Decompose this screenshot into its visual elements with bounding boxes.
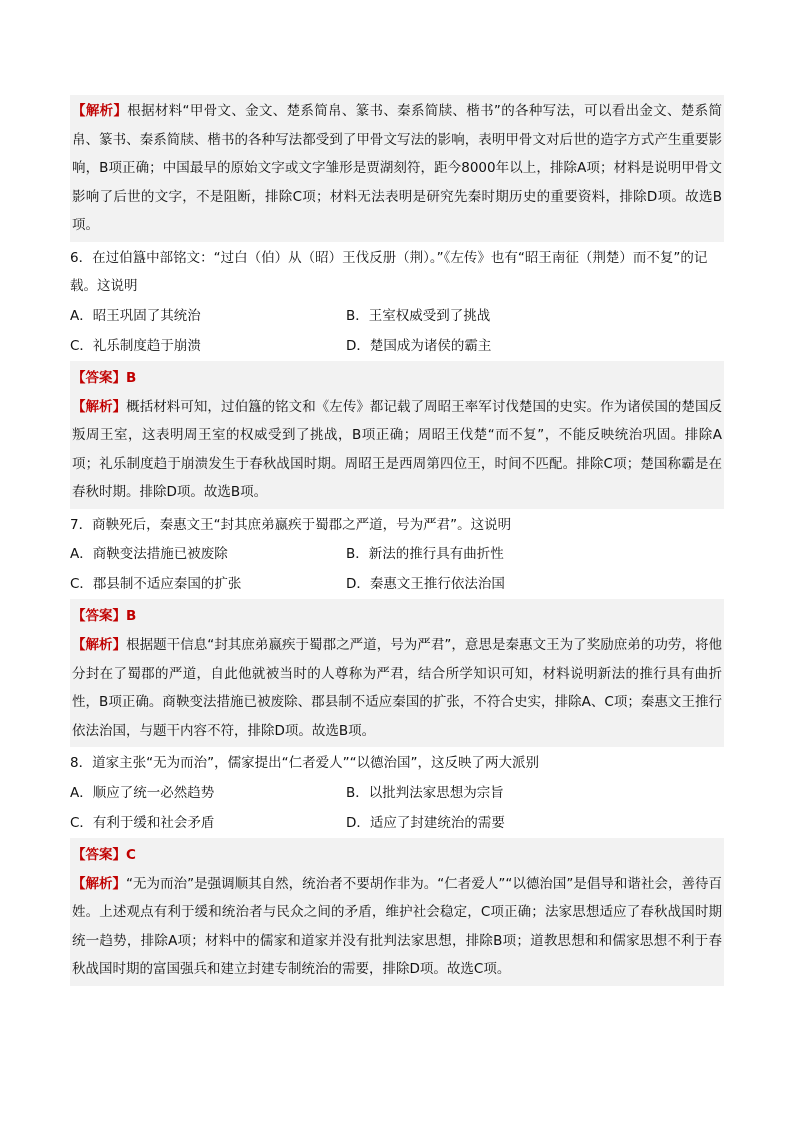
answer-block-8	[70, 838, 724, 986]
analysis-text: 根据题干信息“封其庶弟嬴疾于蜀郡之严道，号为严君”，意思是秦惠文王为了奖励庶弟的功劳，将他分封在了蜀郡的严道，自此他就被当时的人尊称为严君，结合所学知识可知，材料说明新法的推行具有曲折性，B项正确。商鞅变法措施已被废除、郡县制不适应秦国的扩张，不符合史实，排除A、C项；秦惠文王推行依法治国，与题干内容不符，排除D项。故选B项。	[72, 637, 722, 739]
analysis-paragraph	[72, 97, 722, 240]
answer-label: 【答案】	[72, 608, 126, 624]
option-d: D．秦惠文王推行依法治国	[346, 576, 505, 592]
analysis-paragraph	[72, 631, 722, 745]
option-c: C．礼乐制度趋于崩溃	[70, 337, 201, 354]
answer-label: 【答案】	[72, 846, 126, 863]
analysis-paragraph	[72, 870, 722, 984]
option-d: D．适应了封建统治的需要	[346, 814, 505, 831]
analysis-text: 概括材料可知，过伯簋的铭文和《左传》都记载了周昭王率军讨伐楚国的史实。作为诸侯国的楚国反叛周王室，这表明周王室的权威受到了挑战，B项正确；周昭王伐楚“而不复”，不能反映统治巩固。排除A项；礼乐制度趋于崩溃发生于春秋战国时期。周昭王是西周第四位王，时间不匹配。排除C项；楚国称霸是在春秋时期。排除D项。故选B项。	[72, 398, 723, 500]
answer-line	[72, 601, 722, 631]
option-c: C．郡县制不适应秦国的扩张	[70, 576, 242, 592]
answer-label: 【答案】	[72, 369, 126, 386]
option-a: A．顺应了统一必然趋势	[70, 784, 215, 801]
answer-line	[72, 363, 722, 393]
option-b: B．以批判法家思想为宗旨	[346, 784, 504, 801]
answer-line	[72, 840, 722, 870]
option-a: A．商鞅变法措施已被废除	[70, 546, 228, 562]
option-a: A．昭王巩固了其统治	[70, 307, 201, 324]
option-b: B．王室权威受到了挑战	[346, 307, 491, 324]
answer-block-6	[70, 361, 724, 509]
analysis-text: 根据材料“甲骨文、金文、楚系简帛、篆书、秦系简牍、楷书”的各种写法，可以看出金文、楚系简帛、篆书、秦系简牍、楷书的各种写法都受到了甲骨文写法的影响，表明甲骨文对后世的造字方式产生重要影响，B项正确；中国最早的原始文字或文字雏形是贾湖刻符，距今8000年以上，排除A项；材料是说明甲骨文影响了后世的文字，不是阻断，排除C项；材料无法表明是研究先秦时期历史的重要资料，排除D项。故选B项。	[72, 103, 722, 233]
option-b: B．新法的推行具有曲折性	[346, 546, 504, 562]
question-6-stem: 6．在过伯簋中部铭文：“过白（伯）从（昭）王伐反册（荆）。”《左传》也有“昭王南征（荆楚）而不复”的记载。这说明	[70, 249, 708, 294]
question-7-stem: 7．商鞅死后，秦惠文王“封其庶弟嬴疾于蜀郡之严道，号为严君”。这说明	[70, 516, 512, 533]
option-d: D．楚国成为诸侯的霸主	[346, 337, 492, 354]
answer-value: B	[126, 369, 137, 386]
question-7-options	[70, 539, 724, 599]
analysis-text: “无为而治”是强调顺其自然，统治者不要胡作非为。“仁者爱人”“以德治国”是倡导和谐社会，善待百姓。上述观点有利于缓和统治者与民众之间的矛盾，维护社会稳定，C项正确；法家思想适应了春秋战国时期统一趋势，排除A项；材料中的儒家和道家并没有批判法家思想，排除B项；道教思想和和儒家思想不利于春秋战国时期的富国强兵和建立封建专制统治的需要，排除D项。故选C项。	[72, 875, 722, 977]
analysis-label: 【解析】	[72, 398, 127, 415]
question-8-stem: 8．道家主张“无为而治”，儒家提出“仁者爱人”“以德治国”，这反映了两大派别	[70, 755, 540, 771]
answer-block-7	[70, 599, 724, 747]
answer-value: C	[126, 846, 136, 863]
analysis-block-5	[70, 95, 724, 242]
analysis-label: 【解析】	[72, 103, 128, 119]
page-content	[70, 95, 724, 986]
analysis-label: 【解析】	[72, 875, 127, 892]
question-8-options	[70, 778, 724, 838]
analysis-paragraph	[72, 393, 722, 507]
analysis-label: 【解析】	[72, 637, 127, 653]
option-c: C．有利于缓和社会矛盾	[70, 814, 215, 831]
question-6-options	[70, 301, 724, 361]
answer-value: B	[126, 608, 137, 624]
